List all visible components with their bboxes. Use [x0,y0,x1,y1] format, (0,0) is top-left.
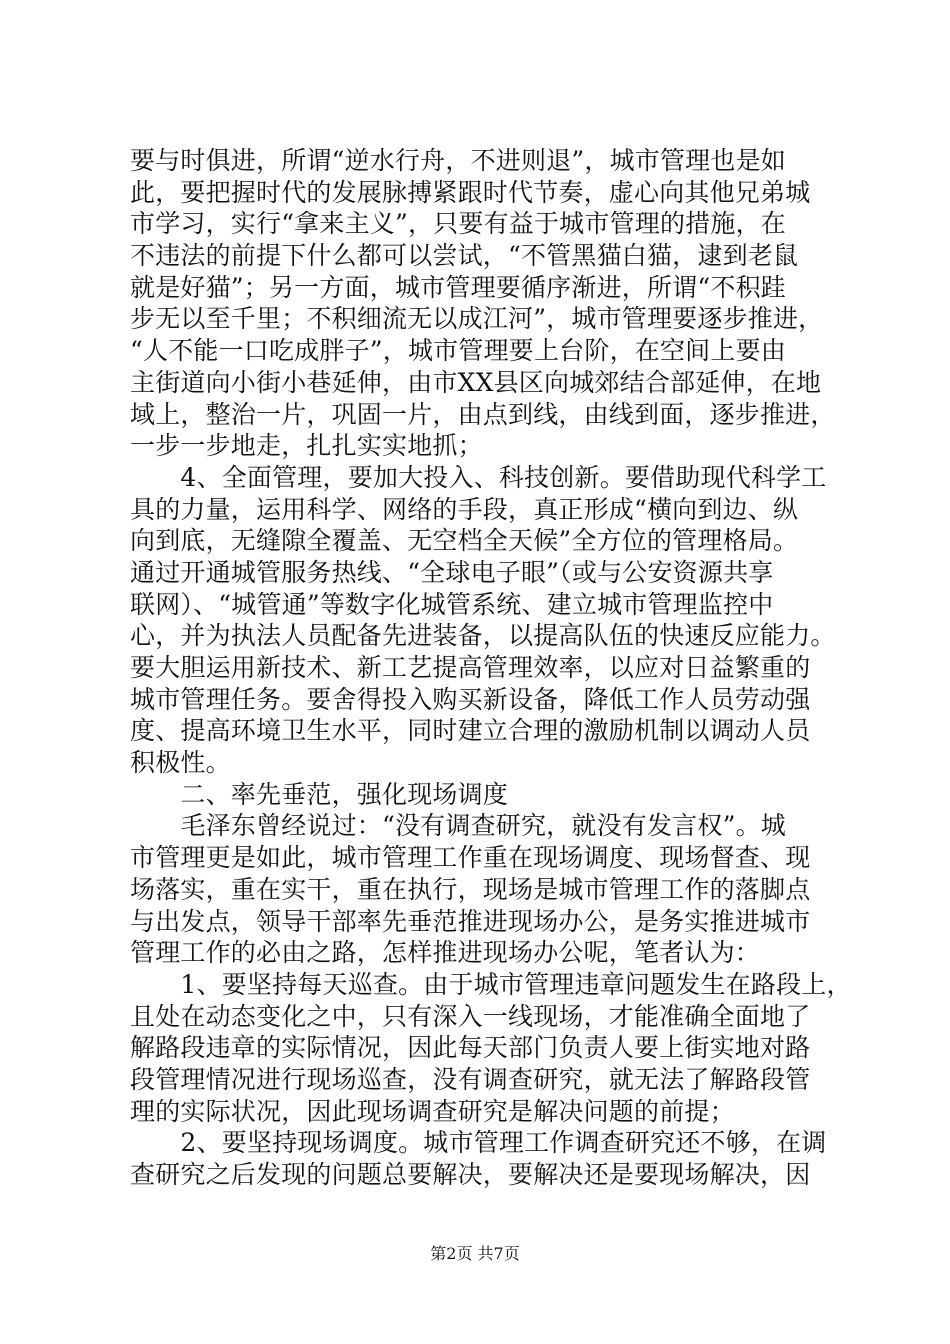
text-line: 度、提高环境卫生水平，同时建立合理的激励机制以调动人员 [130,716,811,746]
text-line: 市管理更是如此，城市管理工作重在现场调度、现场督查、现 [130,843,811,873]
text-line: 理的实际状况，因此现场调查研究是解决问题的前提； [130,1096,735,1126]
text-line: 要大胆运用新技术、新工艺提高管理效率，以应对日益繁重的 [130,653,811,682]
document-body [130,145,852,1191]
text-line: 城市管理任务。要舍得投入购买新设备，降低工作人员劳动强 [130,684,811,714]
text-line: 4、全面管理，要加大投入、科技创新。要借助现代科学工 [130,462,827,492]
text-line: 且处在动态变化之中，只有深入一线现场，才能准确全面地了 [130,1001,811,1031]
text-line: 向到底，无缝隙全覆盖、无空档全天候”全方位的管理格局。 [130,526,799,556]
text-line: 步无以至千里；不积细流无以成江河”，城市管理要逐步推进， [130,304,824,334]
text-line: 毛泽东曾经说过：“没有调查研究，就没有发言权”。城 [130,811,786,841]
text-line: 此，要把握时代的发展脉搏紧跟时代节奏，虚心向其他兄弟城 [130,177,811,207]
section-heading: 二、率先垂范，强化现场调度 [130,779,509,809]
text-line: 积极性。 [130,748,231,778]
text-line: 联网）、“城管通”等数字化城管系统、建立城市管理监控中 [130,589,774,619]
text-line: 域上，整治一片，巩固一片，由点到线，由线到面，逐步推进， [130,399,836,429]
text-line: 就是好猫”；另一方面，城市管理要循序渐进，所谓“不积跬 [130,272,786,302]
text-line: 一步一步地走，扎扎实实地抓； [130,431,483,461]
text-line: 市学习，实行“拿来主义”，只要有益于城市管理的措施，在 [130,209,786,239]
text-line: 管理工作的必由之路，怎样推进现场办公呢，笔者认为： [130,938,761,968]
text-line: 与出发点，领导干部率先垂范推进现场办公，是务实推进城市 [130,906,811,936]
text-line: 查研究之后发现的问题总要解决，要解决还是要现场解决，因 [130,1160,811,1189]
text-line: 解路段违章的实际情况，因此每天部门负责人要上街实地对路 [130,1033,811,1063]
text-line: 场落实，重在实干，重在执行，现场是城市管理工作的落脚点 [130,874,811,904]
text-line: “人不能一口吃成胖子”，城市管理要上台阶，在空间上要由 [130,336,786,366]
text-line: 要与时俱进，所谓“逆水行舟，不进则退”，城市管理也是如 [130,146,786,175]
text-line: 不违法的前提下什么都可以尝试，“不管黑猫白猫，逮到老鼠 [130,241,799,271]
text-line: 通过开通城管服务热线、“全球电子眼”（或与公安资源共享 [130,557,774,587]
text-line: 心，并为执法人员配备先进装备，以提高队伍的快速反应能力。 [130,621,836,651]
page-footer: 第2页 共7页 [430,1244,520,1263]
text-line: 2、要坚持现场调度。城市管理工作调查研究还不够，在调 [130,1128,827,1158]
text-line: 段管理情况进行现场巡查，没有调查研究，就无法了解路段管 [130,1064,811,1094]
text-line: 主街道向小街小巷延伸，由市XX县区向城郊结合部延伸，在地 [130,367,822,397]
text-line: 1、要坚持每天巡查。由于城市管理违章问题发生在路段上， [130,969,852,999]
text-line: 具的力量，运用科学、网络的手段，真正形成“横向到边、纵 [130,494,799,524]
